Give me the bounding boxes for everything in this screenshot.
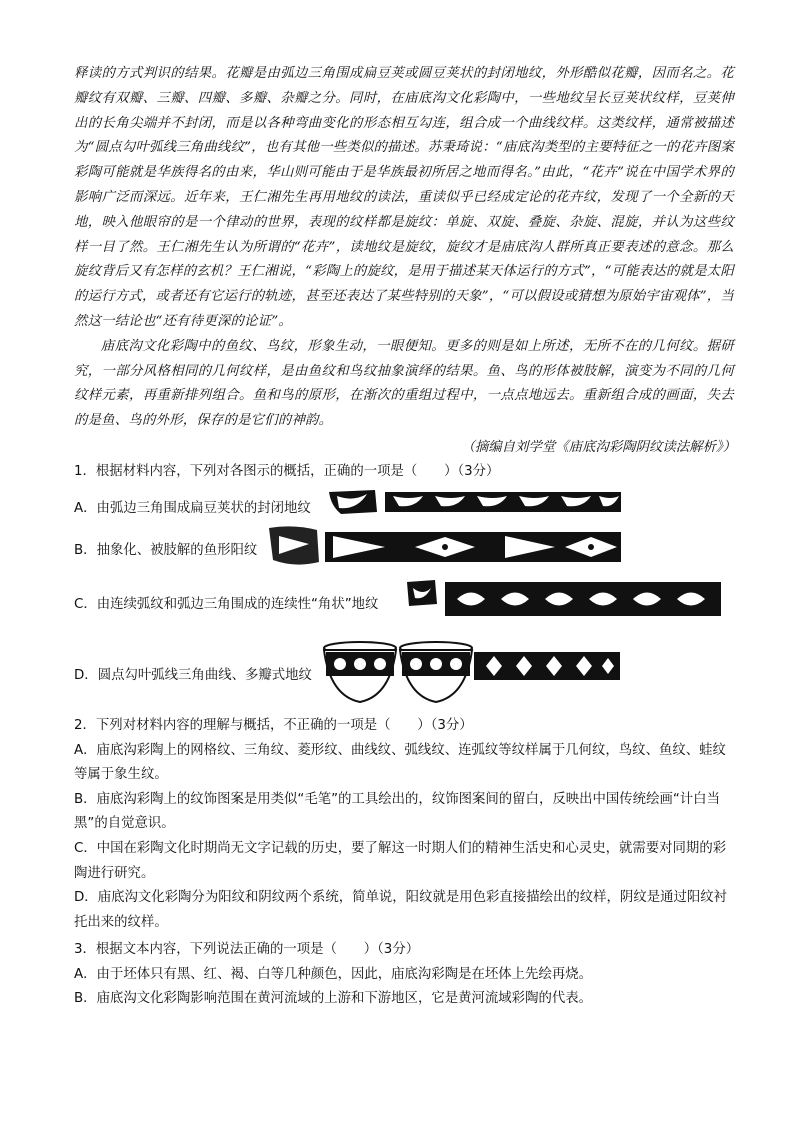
question-1-stem: 1．根据材料内容，下列对各图示的概括，正确的一项是（ ）（3分） bbox=[74, 464, 500, 479]
question-3-stem: 3．根据文本内容，下列说法正确的一项是（ ）（3分） bbox=[74, 942, 420, 957]
passage-paragraph-2: 庙底沟文化彩陶中的鱼纹、鸟纹，形象生动，一眼便知。更多的则是如上所述，无所不在的几何纹。据研究，一部分风格相同的几何纹样，是由鱼纹和鸟纹抽象演绎的结果。鱼、鸟的形体被肢解，演变为不同的几何纹样元素，再重新排列组合。鱼和鸟的原形，在渐次的重组过程中，一点点地远去。重新组合成的画面，失去的是鱼、鸟的外形，保存的是它们的神韵。 bbox=[74, 338, 734, 429]
question-3-option-b: B．庙底沟文化彩陶影响范围在黄河流域的上游和下游地区，它是黄河流域彩陶的代表。 bbox=[74, 991, 593, 1007]
passage-paragraph-1: 释读的方式判识的结果。花瓣是由弧边三角围成扁豆荚或圆豆荚状的封闭地纹，外形酷似花瓣，因而名之。花瓣纹有双瓣、三瓣、四瓣、多瓣、杂瓣之分。同时，在庙底沟文化彩陶中，一些地纹呈长豆荚状纹样，豆荚伸出的长角尖端并不封闭，而是以各种弯曲变化的形态相互勾连，组合成一个曲线纹样。这类纹样，通常被描述为“圆点勾叶弧线三角曲线纹”，也有其他一些类似的描述。苏秉琦说：“庙底沟类型的主要特征之一的花卉图案彩陶可能就是华族得名的由来，华山则可能由于是华族最初所居之地而得名。”由此，“花卉”说在中国学术界的影响广泛而深远。近年来，王仁湘先生再用地纹的读法，重读似乎已经成定论的花卉纹，发现了一个全新的天地，映入他眼帘的是一个律动的世界，表现的纹样都是旋纹：单旋、双旋、叠旋、杂旋、混旋，并认为这些纹样一目了然。王仁湘先生认为所谓的“花卉”，读地纹是旋纹，旋纹才是庙底沟人群所真正要表述的意念。那么旋纹背后又有怎样的玄机？王仁湘说，“彩陶上的旋纹，是用于描述某天体运行的方式”，“可能表达的就是太阳的运行方式，或者还有它运行的轨迹，甚至还表达了某些特别的天象”，“可以假设或猜想为原始宇宙观体”，当然这一结论也“还有待更深的论证”。 bbox=[74, 66, 734, 329]
question-1-option-a: A．由弧边三角围成扁豆荚状的封闭地纹 bbox=[74, 501, 311, 516]
question-2-option-d: D．庙底沟文化彩陶分为阳纹和阴纹两个系统，简单说，阳纹就是用色彩直接描绘出的纹样，阴纹是通过阳纹衬托出来的纹样。 bbox=[74, 890, 728, 930]
horn-pattern-image bbox=[405, 576, 723, 622]
passage-source: （摘编自刘学堂《庙底沟彩陶阴纹读法解析》） bbox=[461, 440, 736, 455]
question-2 bbox=[74, 714, 734, 935]
question-3 bbox=[74, 938, 734, 1012]
question-2-stem: 2．下列对材料内容的理解与概括，不正确的一项是（ ）（3分） bbox=[74, 718, 473, 733]
bowls-petal-pattern-image bbox=[322, 638, 622, 708]
bean-pod-pattern-image bbox=[323, 488, 623, 516]
question-2-option-a: A．庙底沟彩陶上的网格纹、三角纹、菱形纹、曲线纹、弧线纹、连弧纹等纹样属于几何纹，鸟纹、鱼纹、蛙纹等属于象生纹。 bbox=[74, 742, 726, 783]
question-2-option-c: C．中国在彩陶文化时期尚无文字记载的历史，要了解这一时期人们的精神生活史和心灵史，就需要对同期的彩陶进行研究。 bbox=[74, 840, 727, 881]
question-1-option-c: C．由连续弧纹和弧边三角围成的连续性“角状”地纹 bbox=[74, 597, 379, 612]
reading-passage bbox=[74, 62, 734, 434]
question-2-option-b: B．庙底沟彩陶上的纹饰图案是用类似“毛笔”的工具绘出的，纹饰图案间的留白，反映出中国传统绘画“计白当黑”的自觉意识。 bbox=[74, 791, 720, 832]
question-3-option-a: A．由于坯体只有黑、红、褐、白等几种颜色，因此，庙底沟彩陶是在坯体上先绘再烧。 bbox=[74, 966, 593, 982]
question-1-option-d: D．圆点勾叶弧线三角曲线、多瓣式地纹 bbox=[74, 668, 312, 683]
fish-pattern-image bbox=[265, 522, 623, 570]
question-1-option-b: B．抽象化、被肢解的鱼形阳纹 bbox=[74, 543, 258, 558]
